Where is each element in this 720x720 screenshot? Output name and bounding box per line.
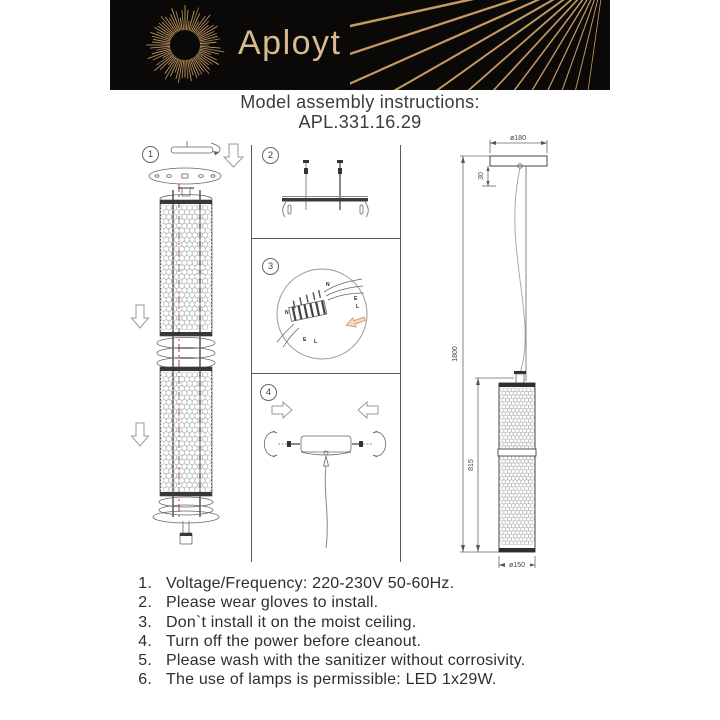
brand-banner: [110, 0, 610, 90]
instruction-number: 1.: [138, 575, 152, 592]
wire-label: L: [356, 304, 360, 310]
panel-divider: [252, 238, 400, 239]
instruction-text: Please wash with the sanitizer without corrosivity.: [166, 652, 526, 670]
instruction-list: [128, 574, 668, 690]
mounting-screw-icon: [303, 160, 309, 210]
instruction-item: [128, 574, 668, 593]
step-2-badge: 2: [262, 147, 279, 164]
wire-label: N: [285, 310, 289, 316]
page-title: Model assembly instructions:: [240, 92, 480, 112]
instruction-item: [128, 670, 668, 689]
instruction-number: 5.: [138, 652, 152, 670]
instruction-item: [128, 651, 668, 670]
wire-label: E: [354, 296, 358, 302]
step2-bracket-drawing: [268, 158, 383, 236]
instruction-number: 2.: [138, 594, 152, 612]
model-number: APL.331.16.29: [298, 112, 422, 132]
canopy-diameter-label: ø180: [510, 135, 526, 142]
decorative-rays-icon: [350, 0, 610, 90]
overall-height-label: 1800: [452, 346, 459, 362]
mounting-screw-icon: [337, 160, 343, 210]
step-3-badge: 3: [262, 258, 279, 275]
wire-label: E: [303, 337, 307, 343]
instruction-item: [128, 593, 668, 612]
instruction-text: Don`t install it on the moist ceiling.: [166, 613, 417, 631]
brand-wordmark: Aployt: [238, 24, 342, 62]
dimension-drawing: [440, 128, 625, 576]
wire-label: N: [326, 282, 330, 288]
shade-height-label: 815: [468, 459, 475, 471]
instruction-text: The use of lamps is permissible: LED 1x29W.: [166, 671, 497, 689]
canopy-height-label: 30: [478, 172, 485, 180]
starburst-logo-icon: [140, 0, 230, 90]
instruction-item: [128, 613, 668, 632]
step1-exploded-view-drawing: [115, 140, 250, 565]
instruction-item: [128, 632, 668, 651]
instruction-number: 3.: [138, 613, 152, 631]
step3-wiring-drawing: [262, 262, 388, 368]
instruction-text: Turn off the power before cleanout.: [166, 632, 422, 650]
instruction-number: 4.: [138, 632, 152, 650]
instruction-number: 6.: [138, 671, 152, 689]
step-1-badge: 1: [142, 146, 159, 163]
instruction-text: Voltage/Frequency: 220-230V 50-60Hz.: [166, 575, 455, 592]
step-4-badge: 4: [260, 384, 277, 401]
step4-canopy-drawing: [264, 390, 386, 555]
instruction-text: Please wear gloves to install.: [166, 594, 379, 612]
wire-label: L: [314, 339, 318, 345]
shade-diameter-label: ø150: [509, 562, 525, 569]
panel-divider: [252, 373, 400, 374]
